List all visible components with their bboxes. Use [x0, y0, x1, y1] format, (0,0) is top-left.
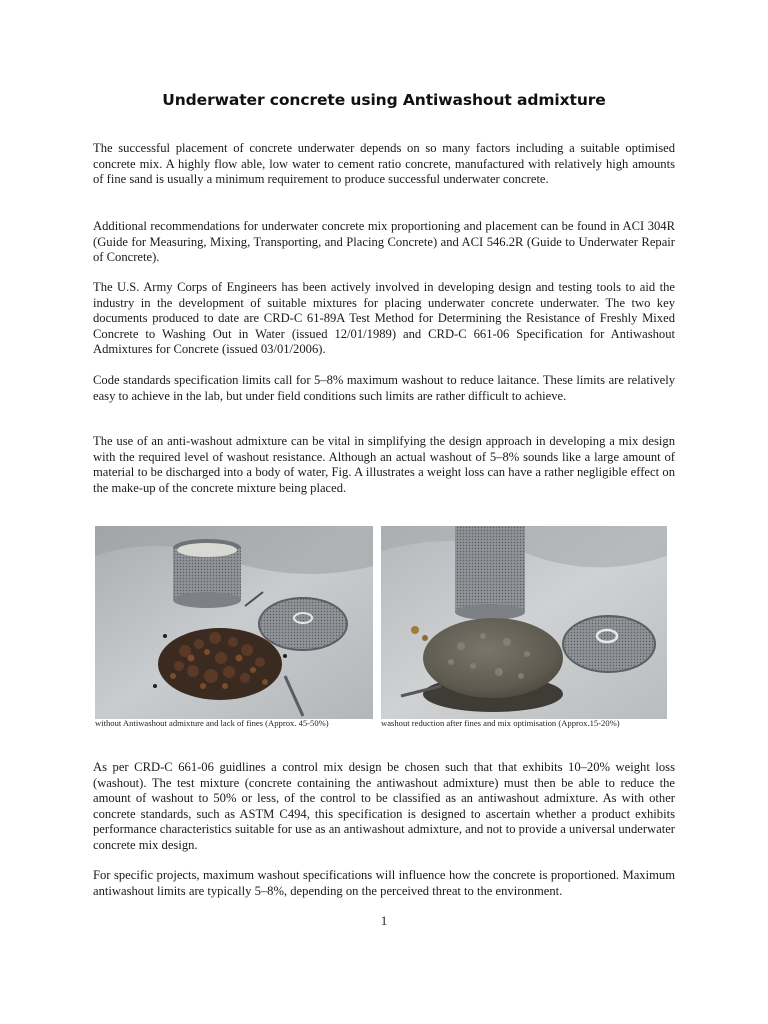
- paragraph-6: As per CRD-C 661-06 guidlines a control mix design be chosen such that that exhibits 10–20% weight loss (washout). The test mixture (concrete containing the antiwashout admixture) must then be able to reduce the amount of washout to 50% or less, of the control to be classified as an antiwashout admixture. As with other concrete standards, such as ASTM C494, this specification is designed to ascertain whether a product exhibits performance characteristics suitable for use as an antiwashout admixture, and not to provide a universal underwater concrete mix design.: [93, 760, 675, 852]
- paragraph-7: For specific projects, maximum washout specifications will influence how the concrete is proportioned. Maximum antiwashout limits are typically 5–8%, depending on the perceived threat to the environment.: [93, 868, 675, 898]
- figure-photo-with-mix-optimisation: [381, 526, 667, 719]
- paragraph-4: Code standards specification limits call for 5–8% maximum washout to reduce laitance. These limits are relatively easy to achieve in the lab, but under field conditions such limits are rather difficult to achieve.: [93, 373, 675, 403]
- paragraph-1: The successful placement of concrete underwater depends on so many factors including a suitable optimised concrete mix. A highly flow able, low water to cement ratio concrete, manufactured with relatively high amounts of fine sand is usually a minimum requirement to produce successful underwater concrete.: [93, 141, 675, 187]
- paragraph-3: The U.S. Army Corps of Engineers has been actively involved in developing design and testing tools to aid the industry in the development of suitable mixtures for placing underwater concrete underwater. The two key documents produced to date are CRD-C 61-89A Test Method for Determining the Resistance of Freshly Mixed Concrete to Washing Out in Water (issued 12/01/1989) and CRD-C 661-06 Specification for Antiwashout Admixtures for Concrete (issued 03/01/2006).: [93, 280, 675, 357]
- figure-caption-left: without Antiwashout admixture and lack of fines (Approx. 45-50%): [95, 718, 329, 728]
- figure-photo-without-admixture: [95, 526, 373, 719]
- page-number: 1: [380, 914, 388, 928]
- paragraph-5: The use of an anti-washout admixture can be vital in simplifying the design approach in developing a mix design with the required level of washout resistance. Although an actual washout of 5–8% sounds like a large amount of material to be discharged into a body of water, Fig. A illustrates a weight loss can have a rather negligible effect on the make-up of the concrete mixture being placed.: [93, 434, 675, 495]
- document-title: Underwater concrete using Antiwashout admixture: [162, 91, 606, 109]
- figure-caption-right: washout reduction after fines and mix optimisation (Approx.15-20%): [381, 718, 620, 728]
- paragraph-2: Additional recommendations for underwater concrete mix proportioning and placement can be found in ACI 304R (Guide for Measuring, Mixing, Transporting, and Placing Concrete) and ACI 546.2R (Guide to Underwater Repair of Concrete).: [93, 219, 675, 265]
